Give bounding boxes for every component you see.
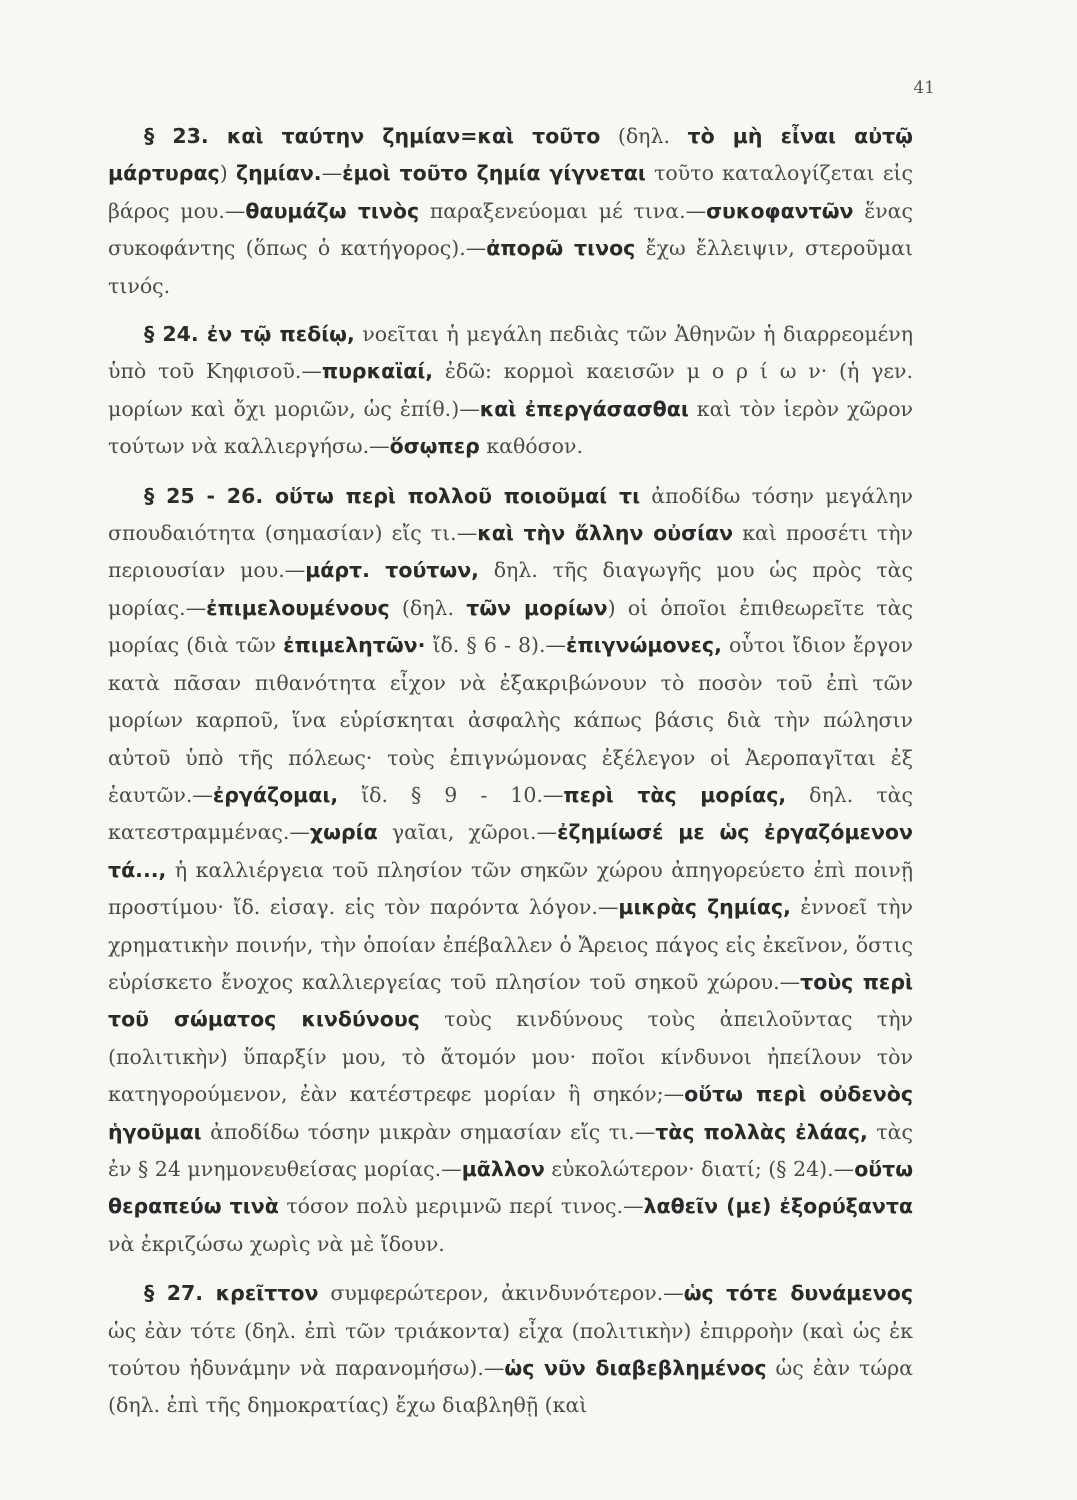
lemma: οὕτω περὶ πολλοῦ ποιοῦμαί τι (274, 483, 641, 508)
gloss: ἀποδίδω τόσην μικρὰν σημασίαν εἴς τι.— (201, 1119, 656, 1144)
lemma: ζημίαν. (235, 161, 322, 186)
lemma: ἐπιμελητῶν· (283, 633, 426, 658)
gloss: νὰ ἐκριζώσω χωρὶς νὰ μὲ ἴδουν. (108, 1231, 445, 1256)
paragraph (108, 316, 913, 466)
lemma: ὅσῳπερ (389, 434, 480, 459)
gloss: — (321, 161, 343, 186)
lemma: συκοφαντῶν (706, 198, 854, 223)
lemma: ὡς τότε δυνάμενος (683, 1281, 914, 1306)
gloss: ἴδ. § 6 - 8).— (425, 633, 567, 658)
gloss: δηλ. τὰς κατεστραμμένας.— (108, 782, 913, 845)
gloss: ἔχω ἔλλειψιν, στεροῦμαι τινός. (108, 236, 913, 298)
lemma: ἐργάζομαι, (212, 782, 339, 807)
page-number: 41 (913, 78, 935, 98)
gloss: ) (219, 161, 236, 186)
lemma: κρεῖττον (215, 1281, 319, 1306)
lemma: τοὺς περὶ τοῦ σώματος κινδύνους (108, 969, 914, 1032)
paragraph (108, 118, 913, 305)
gloss: ἐδῶ: κορμοὶ καεισῶν μ ο ρ ί ω ν· (ἡ γεν. μορίων καὶ ὄχι μοριῶν, ὡς ἐπίθ.)— (108, 359, 913, 421)
lemma: οὕτω περὶ οὐδενὸς ἡγοῦμαι (108, 1082, 913, 1144)
gloss: δηλ. τῆς διαγωγῆς μου ὡς πρὸς τὰς μορίας.— (108, 558, 913, 620)
gloss: ὡς ἐὰν τώρα (δηλ. ἐπὶ τῆς δημοκρατίας) ἔχω διαβληθῇ (καὶ (108, 1356, 913, 1418)
lemma: μᾶλλον (461, 1156, 545, 1181)
gloss: τοῦτο καταλογίζεται εἰς βάρος μου.— (108, 161, 914, 223)
gloss: νοεῖται ἡ μεγάλη πεδιὰς τῶν Ἀθηνῶν ἡ διαρρεομένη ὑπὸ τοῦ Κηφισοῦ.— (108, 322, 914, 384)
lemma: ἐπιγνώμονες, (566, 633, 722, 658)
lemma: ἐμοὶ τοῦτο ζημία γίγνεται (342, 161, 646, 186)
lemma: καὶ ἐπεργάσασθαι (479, 396, 689, 421)
gloss: ἕνας συκοφάντης (ὅπως ὁ κατήγορος).— (108, 198, 913, 261)
lemma: οὕτω θεραπεύω τινὰ (108, 1156, 914, 1219)
paragraph (108, 478, 913, 1264)
gloss: ἀποδίδω τόσην μεγάλην σπουδαιότητα (σημασίαν) εἴς τι.— (108, 483, 914, 546)
gloss: τοὺς κινδύνους τοὺς ἀπειλοῦντας τὴν (πολιτικὴν) ὕπαρξίν μου, τὸ ἄτομόν μου· ποῖοι κίνδυνοι ἠπείλουν τὸν κατηγορούμενον, ἐὰν κατέστρεφε μορίαν ἢ σηκόν;— (108, 1007, 914, 1107)
lemma: ἀπορῶ τινος (486, 236, 636, 261)
paragraph (108, 1275, 913, 1425)
section-number: § 27. (144, 1281, 216, 1306)
lemma: χωρία (309, 820, 378, 845)
lemma: λαθεῖν (με) ἐξορύξαντα (643, 1194, 913, 1219)
gloss: τόσον πολὺ μεριμνῶ περί τινος.— (278, 1194, 644, 1219)
lemma: ὡς νῦν διαβεβλημένος (504, 1356, 767, 1380)
gloss: καθόσον. (479, 434, 583, 459)
lemma: ἐπιμελουμένους (206, 595, 390, 620)
gloss: ἴδ. § 9 - 10.— (338, 782, 564, 807)
lemma: τὸ μὴ εἶναι αὐτῷ μάρτυρας (108, 124, 913, 186)
gloss: ἡ καλλιέργεια τοῦ πλησίον τῶν σηκῶν χώρου ἀπηγορεύετο ἐπὶ ποινῇ προστίμου· ἴδ. εἰσαγ. εἰς τὸν παρόντα λόγον.— (108, 857, 913, 920)
lemma: καὶ ταύτην ζημίαν=καὶ τοῦτο (226, 124, 601, 148)
gloss: συμφερώτερον, ἀκινδυνότερον.— (318, 1281, 684, 1306)
lemma: θαυμάζω τινὸς (245, 198, 420, 223)
lemma: μάρτ. τούτων, (305, 558, 479, 583)
gloss: (δηλ. (600, 124, 688, 148)
gloss: εὐκολώτερον· διατί; (§ 24).— (544, 1156, 855, 1181)
lemma: καὶ τὴν ἄλλην οὐσίαν (477, 521, 734, 546)
gloss: τὰς ἐν § 24 μνημονευθείσας μορίας.— (108, 1119, 913, 1181)
lemma: τὰς πολλὰς ἐλάας, (655, 1119, 868, 1144)
commentary-text (108, 118, 913, 1437)
lemma: τῶν μορίων (466, 595, 608, 620)
lemma: ἐζημίωσέ με ὡς ἐργαζόμενον τά..., (108, 820, 913, 882)
section-number: § 23. (144, 124, 227, 148)
gloss: καὶ προσέτι τὴν περιουσίαν μου.— (108, 521, 913, 583)
gloss: (δηλ. (389, 595, 467, 620)
lemma: μικρὰς ζημίας, (618, 895, 791, 920)
lemma: περὶ τὰς μορίας, (563, 782, 787, 807)
section-number: § 24. (144, 322, 207, 347)
gloss: γαῖαι, χῶροι.— (377, 820, 558, 845)
gloss: ἐννοεῖ τὴν χρηματικὴν ποινήν, τὴν ὁποίαν ἐπέβαλλεν ὁ Ἄρειος πάγος εἰς ἐκεῖνον, ὅστις εὑρίσκετο ἔνοχος καλλιεργείας τοῦ πλησίον τοῦ σηκοῦ χώρου.— (108, 895, 913, 994)
gloss: παραξενεύομαι μέ τινα.— (419, 198, 707, 223)
gloss: ) οἱ ὁποῖοι ἐπιθεωρεῖτε τὰς μορίας (διὰ τῶν (108, 595, 913, 658)
gloss: καὶ τὸν ἱερὸν χῶρον τούτων νὰ καλλιεργήσω.— (108, 396, 913, 459)
section-number: § 25 - 26. (144, 483, 275, 508)
gloss: ὡς ἐὰν τότε (δηλ. ἐπὶ τῶν τριάκοντα) εἶχα (πολιτικὴν) ἐπιρροὴν (καὶ ὡς ἐκ τούτου ἠδυνάμην νὰ παρανομήσω).— (108, 1318, 913, 1380)
lemma: ἐν τῷ πεδίῳ, (206, 322, 355, 347)
lemma: πυρκαϊαί, (321, 359, 434, 384)
gloss: οὗτοι ἴδιον ἔργον κατὰ πᾶσαν πιθανότητα εἶχον νὰ ἐξακριβώνουν τὸ ποσὸν τοῦ ἐπὶ τῶν μορίων καρποῦ, ἵνα εὑρίσκηται ἀσφαλὴς κάπως βάσις διὰ τὴν πώλησιν αὐτοῦ ὑπὸ τῆς πόλεως· τοὺς ἐπιγνώμονας ἐξέλεγον οἱ Ἀεροπαγῖται ἐξ ἑαυτῶν.— (108, 633, 913, 807)
